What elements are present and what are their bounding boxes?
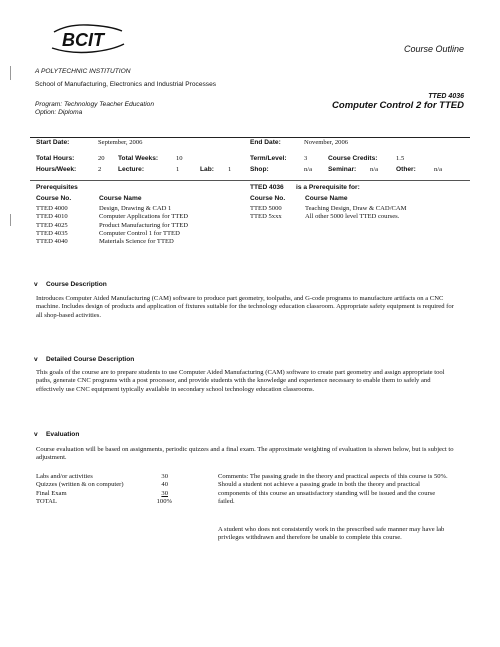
course-code: TTED 4036 [428,93,464,100]
hours-row: Total Hours: 20 Total Weeks: 10 Term/Level: 3 Course Credits: 1.5 [36,155,405,162]
prereq-list [36,205,188,246]
bcit-logo [48,22,126,56]
evaluation-note: A student who does not consistently work in the prescribed safe manner may have lab privileges withdrawn and therefore be unable to complete this course. [218,526,445,542]
weight-row: Labs and/or activities 30 [36,473,168,480]
bcit-logo-mark [48,22,126,56]
margin-mark [10,214,11,226]
course-description-text: Introduces Computer Aided Manufacturing (CAM) software to produce part geometry, toolpaths, and G-code programs to manufacture artifacts on a CNC machine. Includes design of products and application of fixtures suitable for the technology education classroom. Appropriate safety equipment is required for all shop-based activities. [36,295,454,319]
is-prereq-header: TTED 4036 is a Prerequisite for: [250,184,360,191]
weight-row: Quizzes (written & on computer) 40 [36,481,168,489]
divider-top [30,137,470,138]
is-prereq-row: TTED 5xxx All other 5000 level TTED courses. [250,213,400,221]
prereq-row: TTED 4000 Design, Drawing & CAD 1 [36,205,172,212]
is-prereq-col-course-no: Course No. [250,195,286,202]
tagline: A POLYTECHNIC INSTITUTION [35,68,131,75]
evaluation-intro: Course evaluation will be based on assignments, periodic quizzes and a final exam. The approximate weighting of evaluation is shown below, but is subject to adjustment. [36,446,454,462]
detailed-description-heading: v Detailed Course Description [34,356,134,364]
is-prereq-col-course-name: Course Name [305,195,348,202]
course-description-heading: v Course Description [34,281,107,289]
prereq-col-course-no: Course No. [36,195,72,202]
evaluation-weights [36,473,196,506]
prereq-row: TTED 4035 Computer Control 1 for TTED [36,229,180,237]
margin-mark [10,66,11,80]
prereq-row: TTED 4010 Computer Applications for TTED [36,213,189,221]
prereq-row: TTED 4040 Materials Science for TTED [36,238,174,246]
course-title: Computer Control 2 for TTED [332,100,464,111]
is-prereq-list [250,205,407,222]
prereq-col-course-name: Course Name [99,195,142,202]
prereq-row: TTED 4025 Product Manufacturing for TTED [36,221,189,229]
weight-row: Final Exam 30 [36,489,168,497]
logo-text: BCIT [62,30,104,50]
is-prereq-row: TTED 5000 Teaching Design, Draw & CAD/CAM [250,205,407,212]
detailed-description-text: This goals of the course are to prepare students to use Computer Aided Manufacturing (CAM) software to create part geometry and assign appropriate tool paths, generate CNC programs with a post processor, and provide students with the knowledge and experience necessary to enable them to safely and effectively use CNC equipment typically available in secondary school technology education classrooms. [36,369,445,393]
option: Option: Diploma [35,109,83,116]
evaluation-heading: v Evaluation [34,431,79,439]
hours-week-row: Hours/Week: 2 Lecture: 1 Lab: 1 Shop: n/a Seminar: n/a Other: n/a [36,166,443,173]
prereq-title: Prerequisites [36,184,78,191]
program: Program: Technology Teacher Education [35,101,155,108]
weight-total-row: TOTAL 100% [36,497,172,505]
school-name: School of Manufacturing, Electronics and Industrial Processes [35,81,217,88]
divider-info [30,180,470,181]
end-date: End Date: November, 2006 [250,139,349,146]
document-type: Course Outline [403,44,464,54]
evaluation-comments: Comments: The passing grade in the theory and practical aspects of this course is 50%. Should a student not achieve a passing grade in both the theory and practical components of this course an unsatisfactory standing will be issued and the course failed. [218,473,448,505]
start-date: Start Date: September, 2006 [36,139,143,146]
